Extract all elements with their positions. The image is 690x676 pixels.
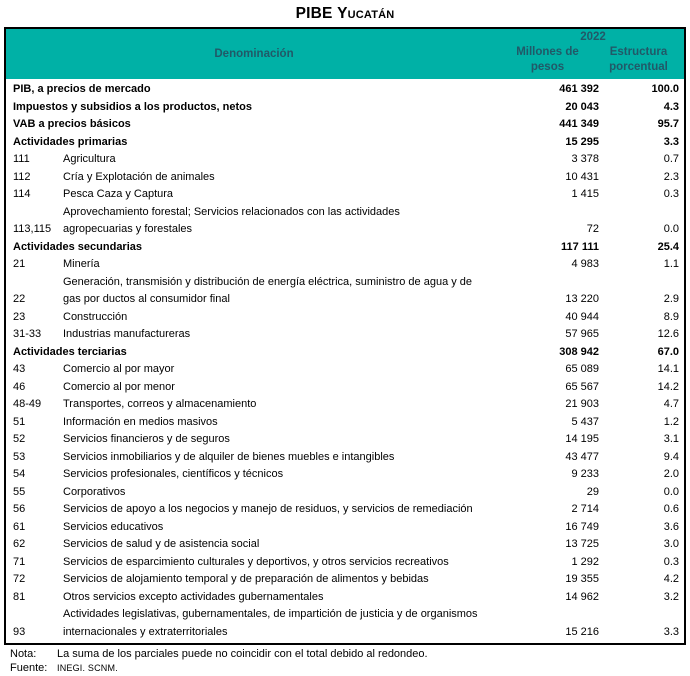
row-code: 111 [13, 153, 30, 165]
title-main: PIBE [295, 5, 333, 22]
row-value-estructura: 2.3 [663, 170, 679, 183]
row-label: Servicios profesionales, científicos y técnicos [63, 468, 284, 480]
row-value-estructura: 100.0 [651, 83, 679, 95]
table-header [6, 29, 684, 79]
table-row [6, 116, 684, 134]
row-label: Generación, transmisión y distribución de energía eléctrica, suministro de agua y de gas por ductos al consumidor final [63, 275, 473, 305]
table-row [6, 554, 684, 572]
page-title [4, 5, 686, 23]
row-code: 31-33 [13, 328, 42, 340]
row-label: PIB, a precios de mercado [13, 83, 151, 95]
row-value-millones: 3 378 [571, 153, 599, 165]
nota-text: La suma de los parciales puede no coincidir con el total debido al redondeo. [57, 648, 428, 660]
row-code: 81 [13, 590, 26, 603]
row-code: 62 [13, 538, 26, 550]
row-value-millones: 15 295 [565, 135, 599, 148]
row-value-millones: 29 [586, 485, 599, 498]
row-value-millones: 15 216 [565, 625, 599, 638]
table-row [6, 414, 684, 432]
row-value-millones: 117 111 [561, 240, 599, 253]
row-label: Otros servicios excepto actividades gubernamentales [63, 590, 324, 603]
table-row [6, 571, 684, 589]
fuente-label: Fuente: [10, 661, 48, 674]
row-code: 53 [13, 450, 26, 463]
row-value-millones: 461 392 [559, 83, 599, 95]
estructura-line1: Estructura [609, 46, 668, 58]
row-code: 61 [13, 520, 26, 533]
row-label: VAB a precios básicos [13, 118, 131, 130]
row-value-estructura: 3.3 [663, 625, 679, 638]
row-label: Aprovechamiento forestal; Servicios relacionados con las actividades agropecuarias y forestales [63, 205, 400, 235]
row-value-millones: 65 567 [565, 380, 599, 393]
row-value-estructura: 3.2 [663, 590, 679, 603]
nota-label: Nota: [10, 648, 37, 660]
row-value-estructura: 4.7 [663, 398, 679, 410]
row-label: Servicios inmobiliarios y de alquiler de bienes muebles e intangibles [63, 450, 395, 463]
row-value-estructura: 2.0 [663, 468, 679, 480]
table-row [6, 309, 684, 327]
row-value-estructura: 2.9 [663, 293, 679, 305]
row-label: Cría y Explotación de animales [63, 170, 215, 183]
table-row [6, 519, 684, 537]
row-value-millones: 1 415 [571, 188, 599, 200]
header-values-group [502, 29, 684, 79]
row-value-estructura: 0.6 [663, 503, 679, 515]
row-value-estructura: 8.9 [663, 310, 679, 323]
row-code: 48-49 [13, 398, 42, 410]
row-label: Comercio al por menor [63, 380, 175, 393]
table-row [6, 379, 684, 397]
row-value-millones: 308 942 [559, 345, 599, 358]
table-row [6, 186, 684, 204]
table-row [6, 501, 684, 519]
row-value-millones: 5 437 [571, 415, 599, 428]
row-value-millones: 16 749 [565, 520, 599, 533]
row-code: 71 [13, 555, 26, 568]
column-header-millones [502, 45, 593, 75]
row-code: 43 [13, 363, 26, 375]
table-row [6, 344, 684, 362]
row-value-millones: 43 477 [565, 450, 599, 463]
table-row [6, 606, 684, 643]
row-value-millones: 441 349 [559, 118, 599, 130]
column-header-estructura [593, 45, 684, 75]
row-value-estructura: 25.4 [657, 240, 679, 253]
row-code: 21 [13, 258, 26, 270]
row-value-estructura: 4.2 [663, 573, 679, 585]
row-value-millones: 9 233 [571, 468, 599, 480]
row-value-millones: 13 725 [565, 538, 599, 550]
row-label: Construcción [63, 310, 128, 323]
row-label: Servicios de salud y de asistencia social [63, 538, 260, 550]
row-code: 23 [13, 310, 26, 323]
millones-line1: Millones de [516, 46, 579, 58]
row-label: Agricultura [63, 153, 116, 165]
row-code: 54 [13, 468, 26, 480]
row-code: 46 [13, 380, 26, 393]
footnotes [4, 645, 686, 675]
row-value-estructura: 1.1 [663, 258, 679, 270]
table-row [6, 361, 684, 379]
row-label: Impuestos y subsidios a los productos, netos [13, 100, 252, 113]
row-value-millones: 21 903 [565, 398, 599, 410]
row-value-millones: 14 962 [565, 590, 599, 603]
table-row [6, 589, 684, 607]
row-value-estructura: 3.0 [663, 538, 679, 550]
row-label: Actividades secundarias [13, 240, 143, 253]
row-code: 22 [13, 293, 26, 305]
row-value-estructura: 14.1 [657, 363, 679, 375]
row-value-estructura: 3.1 [663, 433, 679, 445]
row-label: Actividades primarias [13, 135, 128, 148]
row-label: Servicios de apoyo a los negocios y manejo de residuos, y servicios de remediación [63, 503, 473, 515]
fuente-line [10, 662, 684, 676]
row-value-estructura: 0.0 [663, 485, 679, 498]
table-body [6, 79, 684, 643]
row-code: 113,115 [13, 223, 52, 235]
table-row [6, 134, 684, 152]
row-value-millones: 65 089 [565, 363, 599, 375]
row-code: 93 [13, 625, 26, 638]
row-code: 112 [13, 170, 31, 183]
row-value-millones: 19 355 [565, 573, 599, 585]
table-row [6, 431, 684, 449]
row-code: 52 [13, 433, 26, 445]
header-value-columns [502, 45, 684, 75]
row-label: Industrias manufactureras [63, 328, 191, 340]
table-row [6, 466, 684, 484]
nota-line [10, 648, 684, 662]
row-value-millones: 4 983 [571, 258, 599, 270]
row-value-millones: 14 195 [565, 433, 599, 445]
row-value-millones: 2 714 [571, 503, 599, 515]
fuente-text: INEGI. SCNM. [57, 662, 118, 673]
row-label: Servicios educativos [63, 520, 164, 533]
table-row [6, 536, 684, 554]
row-value-millones: 20 043 [565, 100, 599, 113]
table-row [6, 274, 684, 309]
row-value-estructura: 0.3 [663, 555, 679, 568]
row-value-estructura: 12.6 [657, 328, 679, 340]
row-value-millones: 72 [586, 223, 599, 235]
row-value-estructura: 67.0 [657, 345, 679, 358]
row-label: Minería [63, 258, 100, 270]
row-value-estructura: 0.3 [663, 188, 679, 200]
row-label: Servicios financieros y de seguros [63, 433, 230, 445]
row-value-estructura: 9.4 [663, 450, 679, 463]
row-value-estructura: 3.3 [663, 135, 679, 148]
column-header-year: 2022 [580, 31, 606, 43]
row-label: Corporativos [63, 485, 126, 498]
table-row [6, 169, 684, 187]
row-label: Servicios de esparcimiento culturales y deportivos, y otros servicios recreativos [63, 555, 449, 568]
table-row [6, 151, 684, 169]
row-value-estructura: 95.7 [657, 118, 679, 130]
row-value-estructura: 1.2 [663, 415, 679, 428]
estructura-line2: porcentual [609, 61, 668, 73]
row-value-estructura: 14.2 [657, 380, 679, 393]
table-grid [6, 79, 684, 643]
row-code: 56 [13, 503, 26, 515]
column-header-denominacion: Denominación [214, 48, 294, 60]
row-code: 51 [13, 415, 26, 428]
table-row [6, 484, 684, 502]
row-code: 55 [13, 485, 26, 498]
table-row [6, 79, 684, 99]
table-row [6, 449, 684, 467]
row-label: Pesca Caza y Captura [63, 188, 174, 200]
table-row [6, 239, 684, 257]
row-value-estructura: 3.6 [663, 520, 679, 533]
row-value-estructura: 0.0 [663, 223, 679, 235]
row-value-millones: 1 292 [571, 555, 599, 568]
row-label: Actividades legislativas, gubernamentales, de impartición de justicia y de organismos internacionales y extraterritoriales [63, 608, 478, 638]
row-label: Comercio al por mayor [63, 363, 175, 375]
row-value-millones: 13 220 [565, 293, 599, 305]
table-row [6, 396, 684, 414]
row-label: Información en medios masivos [63, 415, 218, 428]
table-row [6, 326, 684, 344]
row-label: Actividades terciarias [13, 345, 127, 358]
row-value-estructura: 0.7 [663, 153, 679, 165]
row-value-millones: 40 944 [565, 310, 599, 323]
row-value-millones: 10 431 [565, 170, 599, 183]
row-label: Servicios de alojamiento temporal y de preparación de alimentos y bebidas [63, 573, 429, 585]
table-row [6, 204, 684, 239]
row-code: 114 [13, 188, 31, 200]
title-region: Yucatán [337, 5, 395, 22]
pibe-table [4, 27, 686, 645]
table-row [6, 256, 684, 274]
row-label: Transportes, correos y almacenamiento [63, 398, 257, 410]
row-code: 72 [13, 573, 26, 585]
table-row [6, 99, 684, 117]
row-value-estructura: 4.3 [663, 100, 679, 113]
millones-line2: pesos [530, 61, 565, 73]
row-value-millones: 57 965 [565, 328, 599, 340]
